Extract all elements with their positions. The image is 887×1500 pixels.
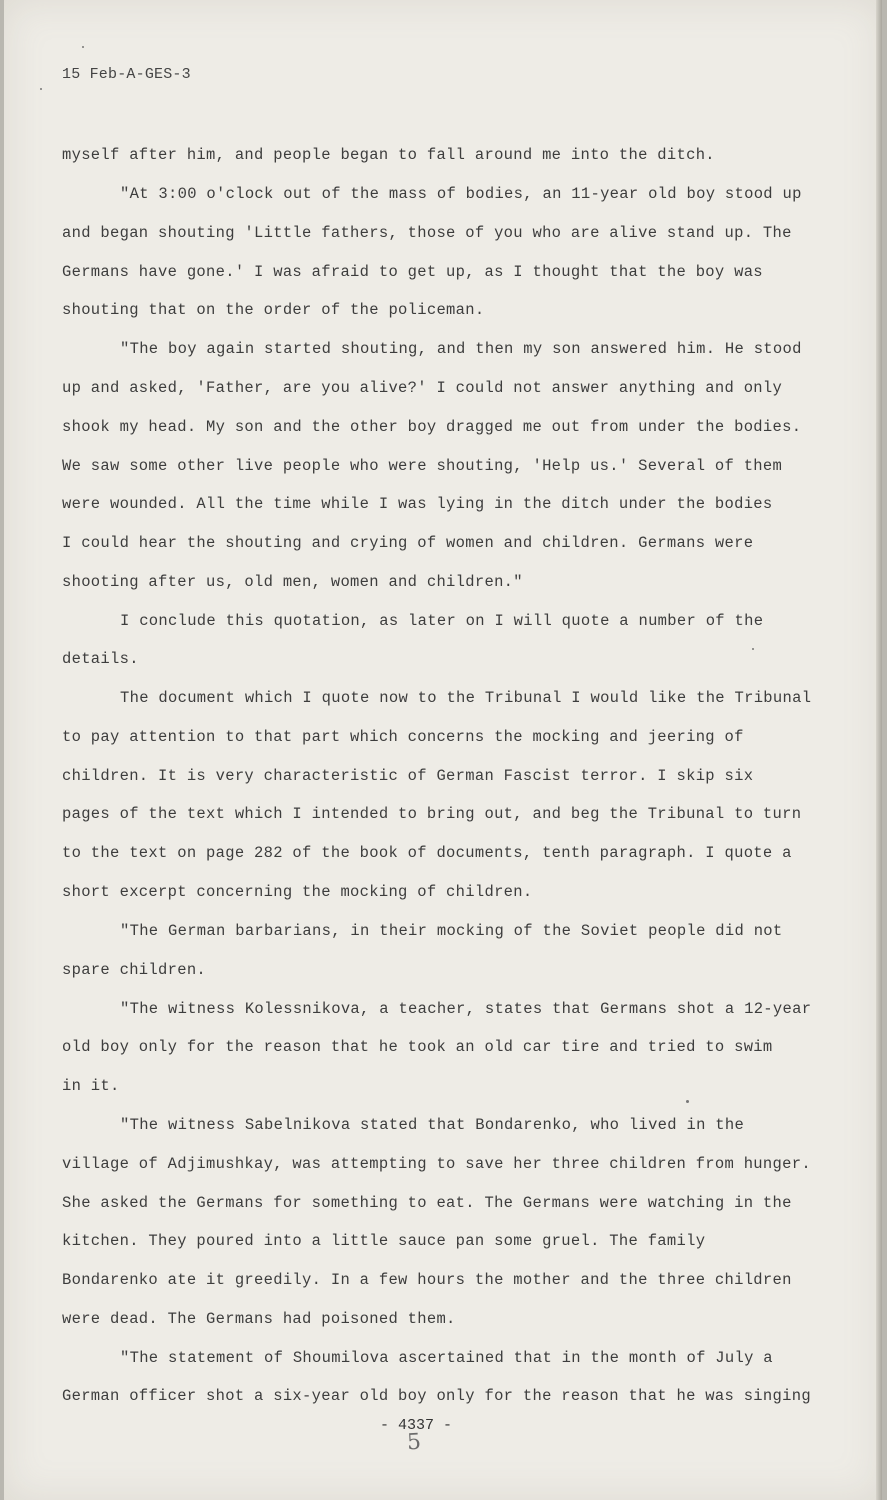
- text-line: shooting after us, old men, women and children.": [62, 573, 523, 591]
- text-line: short excerpt concerning the mocking of children.: [62, 883, 533, 901]
- text-line: She asked the Germans for something to eat. The Germans were watching in the: [62, 1194, 792, 1212]
- text-line: myself after him, and people began to fall around me into the ditch.: [62, 146, 715, 164]
- text-line: Bondarenko ate it greedily. In a few hours the mother and the three children: [62, 1271, 792, 1289]
- text-line: Germans have gone.' I was afraid to get up, as I thought that the boy was: [62, 263, 763, 281]
- text-line: "The witness Sabelnikova stated that Bondarenko, who lived in the: [120, 1116, 745, 1134]
- text-line: I could hear the shouting and crying of women and children. Germans were: [62, 534, 754, 552]
- text-line: to pay attention to that part which concerns the mocking and jeering of: [62, 728, 744, 746]
- text-line: to the text on page 282 of the book of documents, tenth paragraph. I quote a: [62, 844, 792, 862]
- document-reference: 15 Feb-A-GES-3: [62, 66, 191, 83]
- text-line: "The boy again started shouting, and then my son answered him. He stood: [120, 340, 802, 358]
- text-line: details.: [62, 650, 139, 668]
- page-edge: [876, 0, 882, 1500]
- text-line: We saw some other live people who were shouting, 'Help us.' Several of them: [62, 457, 783, 475]
- text-line: "The German barbarians, in their mocking of the Soviet people did not: [120, 922, 783, 940]
- text-line: The document which I quote now to the Tribunal I would like the Tribunal: [120, 689, 812, 707]
- text-line: were wounded. All the time while I was lying in the ditch under the bodies: [62, 495, 773, 513]
- document-page: [4, 0, 882, 1500]
- text-line: shook my head. My son and the other boy dragged me out from under the bodies.: [62, 418, 802, 436]
- text-line: shouting that on the order of the policeman.: [62, 301, 485, 319]
- paper-speck: [40, 88, 42, 90]
- text-line: pages of the text which I intended to bring out, and beg the Tribunal to turn: [62, 805, 802, 823]
- text-line: and began shouting 'Little fathers, those of you who are alive stand up. The: [62, 224, 792, 242]
- text-line: old boy only for the reason that he took an old car tire and tried to swim: [62, 1038, 773, 1056]
- text-line: children. It is very characteristic of German Fascist terror. I skip six: [62, 767, 754, 785]
- paper-speck: [752, 648, 754, 650]
- paper-speck: [686, 1100, 689, 1103]
- text-line: in it.: [62, 1077, 120, 1095]
- paper-speck: [82, 46, 84, 48]
- text-line: up and asked, 'Father, are you alive?' I could not answer anything and only: [62, 379, 783, 397]
- text-line: "The statement of Shoumilova ascertained that in the month of July a: [120, 1349, 773, 1367]
- text-line: kitchen. They poured into a little sauce pan some gruel. The family: [62, 1232, 706, 1250]
- text-line: I conclude this quotation, as later on I will quote a number of the: [120, 612, 764, 630]
- text-line: spare children.: [62, 961, 207, 979]
- text-line: village of Adjimushkay, was attempting to save her three children from hunger.: [62, 1155, 811, 1173]
- handwritten-page-number: 5: [406, 1429, 422, 1456]
- text-line: German officer shot a six-year old boy only for the reason that he was singing: [62, 1387, 811, 1405]
- text-line: "The witness Kolessnikova, a teacher, states that Germans shot a 12-year: [120, 1000, 812, 1018]
- text-line: "At 3:00 o'clock out of the mass of bodies, an 11-year old boy stood up: [120, 185, 802, 203]
- text-line: were dead. The Germans had poisoned them.: [62, 1310, 456, 1328]
- page-number: - 4337 -: [380, 1417, 453, 1434]
